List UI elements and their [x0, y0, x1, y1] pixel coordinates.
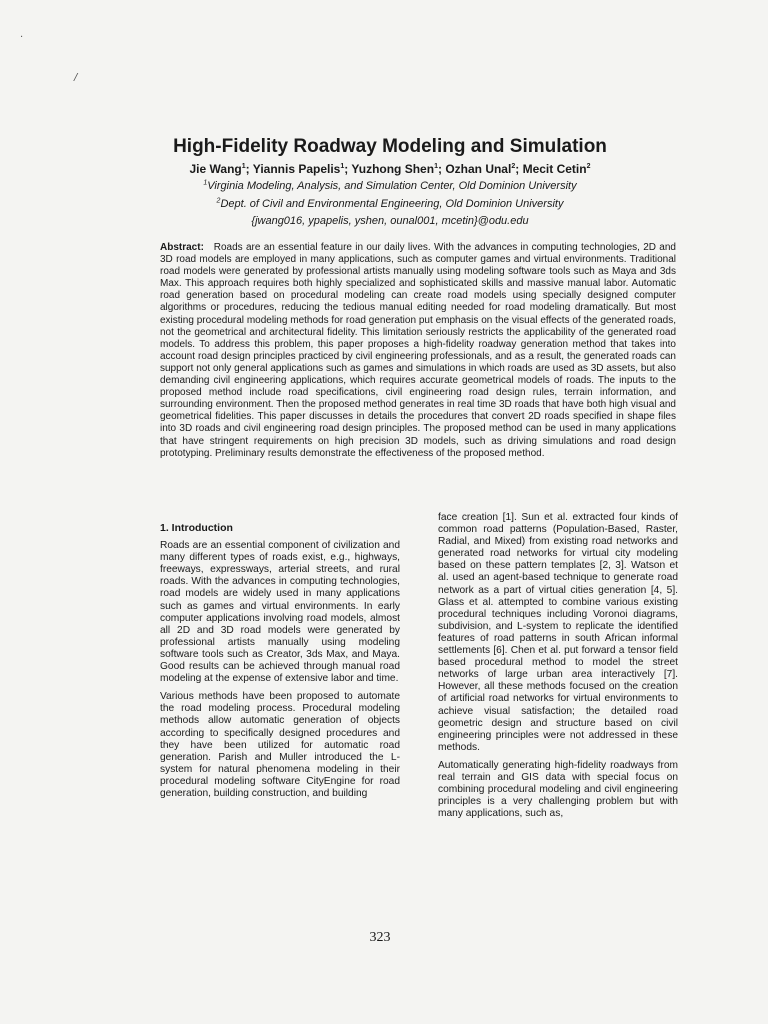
body-paragraph: Roads are an essential component of civilization and many different types of roads exist, e.g., highways, freeways, expressways, arterial streets, and rural roads. With the advances in computing technologies, road models are widely used in many applications such as games and virtual environments. In early computer applications involving road models, almost all 2D and 3D road models were generated by professional artists manually using modeling software tools such as Creator, 3ds Max, and Maya. Good results can be achieved through manual road modeling at the expense of extensive labor and time. — [160, 540, 400, 685]
author-sup: 2 — [511, 163, 516, 170]
affiliation-text: Virginia Modeling, Analysis, and Simulation Center, Old Dominion University — [207, 180, 577, 192]
right-column — [438, 512, 678, 826]
author-name: Mecit Cetin — [522, 162, 587, 176]
left-column — [160, 522, 400, 806]
affiliation-2 — [140, 198, 640, 210]
abstract-label: Abstract: — [160, 242, 204, 253]
author-emails: {jwang016, ypapelis, yshen, ounal001, mcetin}@odu.edu — [251, 215, 529, 227]
author-name: Yiannis Papelis — [252, 162, 341, 176]
paper-title: High-Fidelity Roadway Modeling and Simulation — [173, 136, 607, 157]
author-list: Jie Wang$^1$; Yiannis Papelis$^1$; Yuzhong Shen$^1$; Ozhan Unal$^2$; Mecit Cetin$^2$ — [189, 162, 591, 176]
scan-speck: · — [20, 32, 24, 43]
body-paragraph: face creation [1]. Sun et al. extracted four kinds of common road patterns (Population-Based, Raster, Radial, and Mixed) from existing road networks and generated road networks for virtual city modeling based on these pattern templates [2, 3]. Watson et al. used an agent-based technique to generate road network as a part of virtual cities generation [4, 5]. Glass et al. attempted to combine various existing procedural techniques including Voronoi diagrams, subdivision, and L-system to replicate the identified features of road patterns in south African informal settlements [6]. Chen et al. put forward a tensor field based procedural method to model the street networks of large urban area interactively [7]. However, all these methods focused on the creation of artificial road networks for virtual environments to achieve visual satisfaction; the detailed road geometric design and structure based on civil engineering principles were not addressed in these methods. — [438, 512, 678, 753]
abstract — [160, 242, 676, 460]
author-name: Jie Wang — [189, 162, 242, 176]
page-number: 323 — [369, 930, 391, 945]
body-paragraph: Various methods have been proposed to automate the road modeling process. Procedural modeling methods allow automatic generation of objects according to specifically designed procedures and they have been utilized for automatic road generation. Parish and Muller introduced the L-system for natural phenomena modeling in their procedural modeling software CityEngine for road generation, building construction, and building — [160, 691, 400, 799]
margin-mark: / — [74, 72, 78, 83]
body-paragraph: Automatically generating high-fidelity roadways from real terrain and GIS data with special focus on combining procedural modeling and civil engineering principles is a very challenging problem but with many applications, such as, — [438, 759, 678, 820]
section-heading: 1. Introduction — [160, 522, 233, 534]
affiliation-text: Dept. of Civil and Environmental Engineering, Old Dominion University — [220, 198, 564, 210]
author-name: Ozhan Unal — [445, 162, 512, 176]
affiliation-sup: 1 — [203, 179, 208, 187]
author-name: Yuzhong Shen — [351, 162, 435, 176]
affiliation-1 — [140, 180, 640, 192]
author-sup: 1 — [340, 163, 345, 170]
author-sup: 2 — [586, 163, 591, 170]
author-sup: 1 — [241, 163, 246, 170]
affiliation-sup: 2 — [216, 197, 221, 205]
author-sup: 1 — [434, 163, 438, 170]
abstract-text: Roads are an essential feature in our daily lives. With the advances in computing technologies, 2D and 3D road models are employed in many applications, such as computer games and virtual environments. Traditional road models were generated by professional artists manually using modeling software tools such as Maya and 3ds Max. This approach requires both highly specialized and sophisticated skills and massive manual labor. Automatic road generation based on procedural modeling can create road models using specially designed computer algorithms or procedures, reducing the tedious manual editing needed for road modeling dramatically. But most existing procedural modeling methods for road generation put emphasis on the visual effects of the generated roads, not the geometrical and architectural fidelity. This limitation seriously restricts the applicability of the generated road models. To address this problem, this paper proposes a high-fidelity roadway generation method that takes into account road design principles practiced by civil engineering professionals, and as a result, the generated roads can support not only general applications such as games and simulations in which roads are used as 3D assets, but also demanding civil engineering applications, which requires accurate geometrical models of roads. The inputs to the proposed method include road specifications, civil engineering road design rules, terrain information, and surrounding environment. Then the proposed method generates in real time 3D roads that have both high visual and geometrical fidelities. This paper discusses in details the procedures that convert 2D roads specified in shape files into 3D roads and civil engineering road design principles. The proposed method can be used in many applications that have stringent requirements on high precision 3D models, such as driving simulations and road design prototyping. Preliminary results demonstrate the effectiveness of the proposed method. — [160, 242, 676, 459]
